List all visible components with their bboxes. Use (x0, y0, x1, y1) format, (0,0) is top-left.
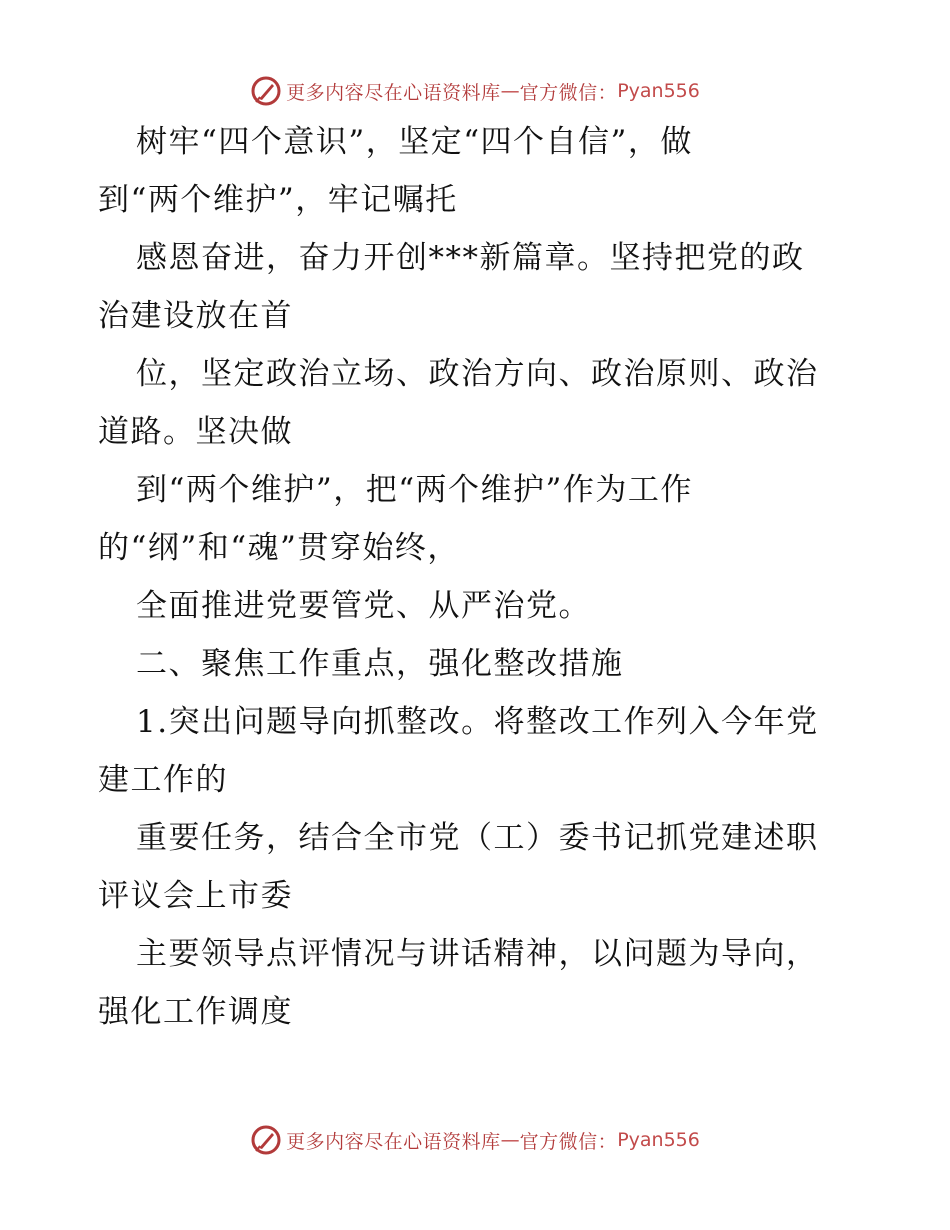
watermark-dash: — (500, 80, 520, 102)
footer-watermark (0, 1120, 950, 1160)
body-line: 到“两个维护”，牢记嘱托 (98, 182, 458, 218)
body-line: 全面推进党要管党、从严治党。 (136, 588, 591, 624)
body-line: 到“两个维护”，把“两个维护”作为工作 (136, 472, 693, 508)
watermark-wechat-label: 官方微信： (519, 81, 618, 104)
body-line: 1.突出问题导向抓整改。将整改工作列入今年党 (136, 704, 819, 740)
body-line: 建工作的 (98, 762, 228, 798)
header-watermark (0, 71, 950, 111)
body-line: 感恩奋进，奋力开创***新篇章。坚持把党的政 (136, 240, 805, 276)
watermark-text: 更多内容尽在心语资料库 (286, 81, 501, 104)
watermark-text: 更多内容尽在心语资料库 (286, 1130, 501, 1153)
body-line: 强化工作调度 (98, 994, 293, 1030)
watermark-wechat-id: Pyan556 (617, 80, 700, 102)
body-line: 的“纲”和“魂”贯穿始终， (98, 530, 460, 566)
feather-logo-icon (250, 75, 282, 107)
watermark-wechat-label: 官方微信： (519, 1130, 618, 1153)
body-line: 评议会上市委 (98, 878, 293, 914)
watermark-dash: — (500, 1129, 520, 1151)
feather-logo-icon (250, 1124, 282, 1156)
body-line: 道路。坚决做 (98, 414, 293, 450)
body-line: 重要任务，结合全市党（工）委书记抓党建述职 (136, 820, 819, 856)
body-line: 主要领导点评情况与讲话精神，以问题为导向， (136, 936, 819, 972)
body-line: 树牢“四个意识”，坚定“四个自信”，做 (136, 124, 693, 160)
body-line: 治建设放在首 (98, 298, 293, 334)
body-line: 位，坚定政治立场、政治方向、政治原则、政治 (136, 356, 819, 392)
watermark-wechat-id: Pyan556 (617, 1129, 700, 1151)
section-heading: 二、聚焦工作重点，强化整改措施 (136, 646, 624, 682)
